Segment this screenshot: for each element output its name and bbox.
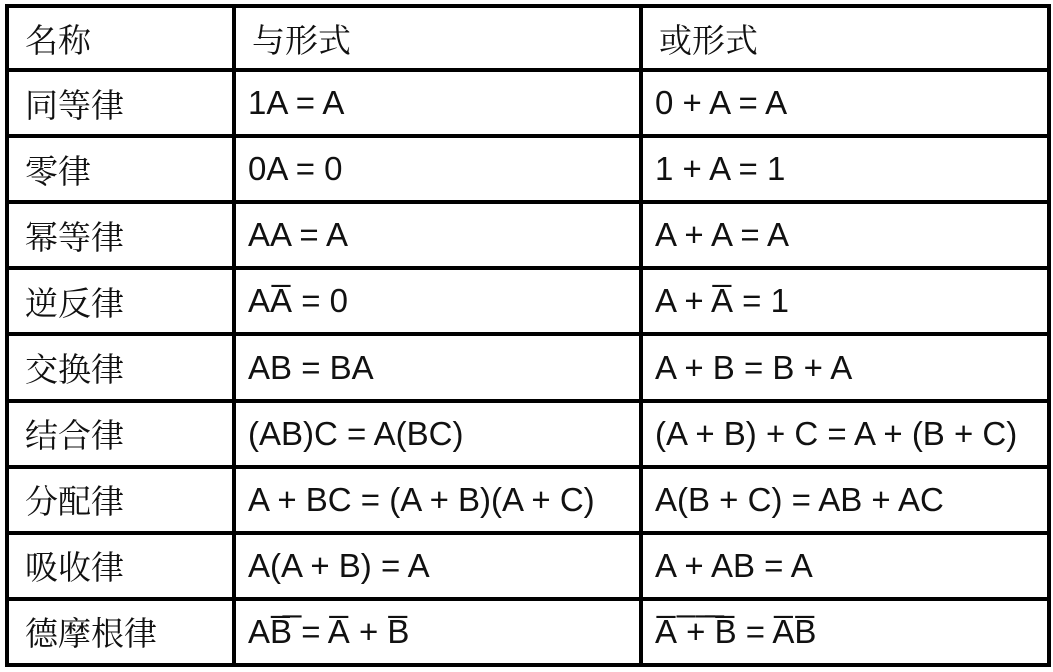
law-name: 吸收律	[7, 533, 234, 599]
or-form-cell: A(B + C) = AB + AC	[641, 467, 1049, 533]
law-name: 分配律	[7, 467, 234, 533]
and-form-cell: 0A = 0	[234, 136, 641, 202]
table-row	[7, 202, 1049, 268]
table-row	[7, 467, 1049, 533]
or-form-cell: A + B = B + A	[641, 334, 1049, 400]
boolean-laws-table	[5, 4, 1051, 667]
law-name: 德摩根律	[7, 599, 234, 665]
table-row	[7, 533, 1049, 599]
and-form-cell: AA̅ = 0	[234, 268, 641, 334]
table-row	[7, 268, 1049, 334]
or-form-cell: 1 + A = 1	[641, 136, 1049, 202]
or-form-cell: (A + B) + C = A + (B + C)	[641, 401, 1049, 467]
and-form-cell: A + BC = (A + B)(A + C)	[234, 467, 641, 533]
table-row	[7, 136, 1049, 202]
table-row	[7, 334, 1049, 400]
or-form-cell: A + AB = A	[641, 533, 1049, 599]
and-form-cell: AB̅̅ = A̅ + B̅	[234, 599, 641, 665]
table-row	[7, 599, 1049, 665]
law-name: 零律	[7, 136, 234, 202]
law-name: 交换律	[7, 334, 234, 400]
law-name: 幂等律	[7, 202, 234, 268]
and-form-cell: A(A + B) = A	[234, 533, 641, 599]
and-form-cell: 1A = A	[234, 70, 641, 136]
law-name: 同等律	[7, 70, 234, 136]
header-or-form: 或形式	[641, 6, 1049, 70]
and-form-cell: AB = BA	[234, 334, 641, 400]
law-name: 结合律	[7, 401, 234, 467]
table-row	[7, 401, 1049, 467]
header-and-form: 与形式	[234, 6, 641, 70]
and-form-cell: (AB)C = A(BC)	[234, 401, 641, 467]
or-form-cell: 0 + A = A	[641, 70, 1049, 136]
law-name: 逆反律	[7, 268, 234, 334]
header-name: 名称	[7, 6, 234, 70]
or-form-cell: A + A̅ = 1	[641, 268, 1049, 334]
or-form-cell: A + A = A	[641, 202, 1049, 268]
or-form-cell: A̅ ̅+̅ ̅B̅ = A̅B̅	[641, 599, 1049, 665]
table-row	[7, 70, 1049, 136]
header-row	[7, 6, 1049, 70]
and-form-cell: AA = A	[234, 202, 641, 268]
